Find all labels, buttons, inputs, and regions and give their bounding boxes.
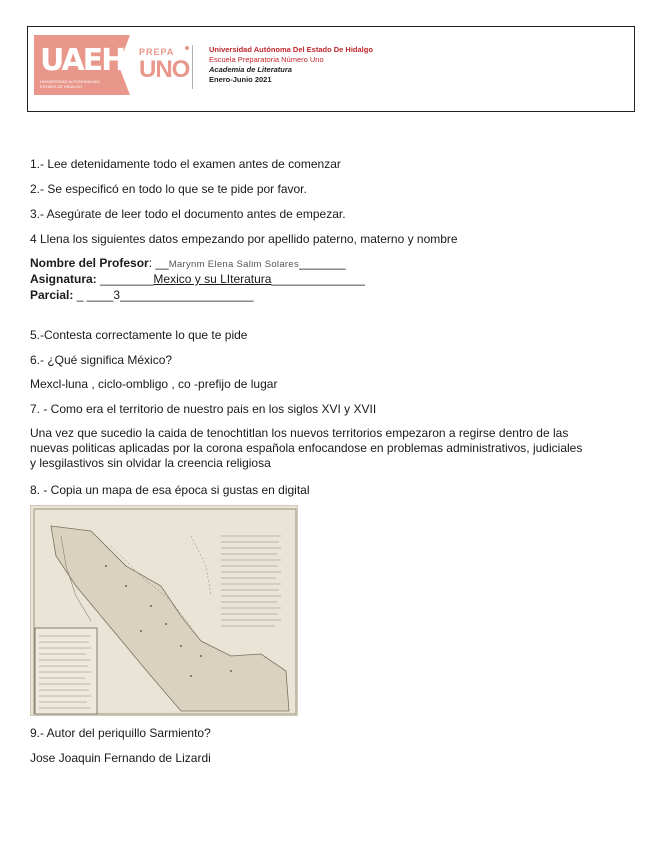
university-name: Universidad Autónoma Del Estado De Hidalgo [209, 45, 373, 54]
asignatura-post: ______________ [271, 272, 365, 286]
asignatura-pre: ________ [96, 272, 154, 286]
uaeh-logo-text: UAEH [40, 43, 125, 78]
answer-7: Una vez que sucedio la caida de tenochtitlan los nuevos territorios empezaron a regirse dentro de las nuevas politicas aplicadas por la corona española enfocandose en problemas administrativos, judiciales y lesgilastivos sin olvidar la creencia religiosa [30, 426, 583, 470]
parcial-value: 3 [113, 288, 121, 302]
asignatura-row [30, 272, 365, 286]
institution-block [209, 45, 373, 84]
prepa-top-text: PREPA [139, 47, 175, 57]
header-divider [192, 45, 193, 89]
parcial-post: ____________________ [120, 288, 254, 302]
parcial-label: Parcial: [30, 288, 74, 302]
prepa-uno-logo [139, 47, 195, 87]
prepa-uno-text: UNO [139, 56, 190, 83]
instruction-2: 2.- Se especificó en todo lo que se te pide por favor. [30, 182, 307, 196]
asignatura-label: Asignatura: [30, 272, 97, 286]
historical-map-image [30, 505, 298, 716]
instruction-4: 4 Llena los siguientes datos empezando por apellido paterno, materno y nombre [30, 232, 458, 246]
question-8: 8. - Copia un mapa de esa época si gustas en digital [30, 483, 310, 497]
profesor-row [30, 256, 346, 270]
academy-name: Academia de Literatura [209, 65, 292, 74]
prepa-dot-icon [185, 46, 189, 50]
map-drawing [31, 506, 298, 716]
school-name: Escuela Preparatoria Número Uno [209, 54, 324, 64]
header-box [27, 26, 635, 112]
instruction-1: 1.- Lee detenidamente todo el examen antes de comenzar [30, 157, 341, 171]
question-5: 5.-Contesta correctamente lo que te pide [30, 328, 248, 342]
period: Enero-Junio 2021 [209, 74, 272, 84]
profesor-pre: : __ [148, 256, 169, 270]
answer-9: Jose Joaquin Fernando de Lizardi [30, 751, 211, 765]
question-9: 9.- Autor del periquillo Sarmiento? [30, 726, 211, 740]
instruction-3: 3.- Asegúrate de leer todo el documento antes de empezar. [30, 207, 346, 221]
parcial-row [30, 288, 254, 302]
answer-6: Mexcl-luna , ciclo-ombligo , co -prefijo de lugar [30, 377, 278, 391]
asignatura-value: Mexico y su LIteratura [153, 272, 272, 286]
parcial-pre: _ ____ [73, 288, 114, 302]
question-6: 6.- ¿Qué significa México? [30, 353, 173, 367]
question-7: 7. - Como era el territorio de nuestro pais en los siglos XVI y XVII [30, 402, 377, 416]
profesor-post: _______ [299, 256, 346, 270]
uaeh-logo-subtext: UNIVERSIDAD AUTÓNOMA DEL ESTADO DE HIDALGO [40, 79, 100, 89]
profesor-value: Marynm Elena Salim Solares [168, 259, 300, 270]
profesor-label: Nombre del Profesor [30, 256, 149, 270]
